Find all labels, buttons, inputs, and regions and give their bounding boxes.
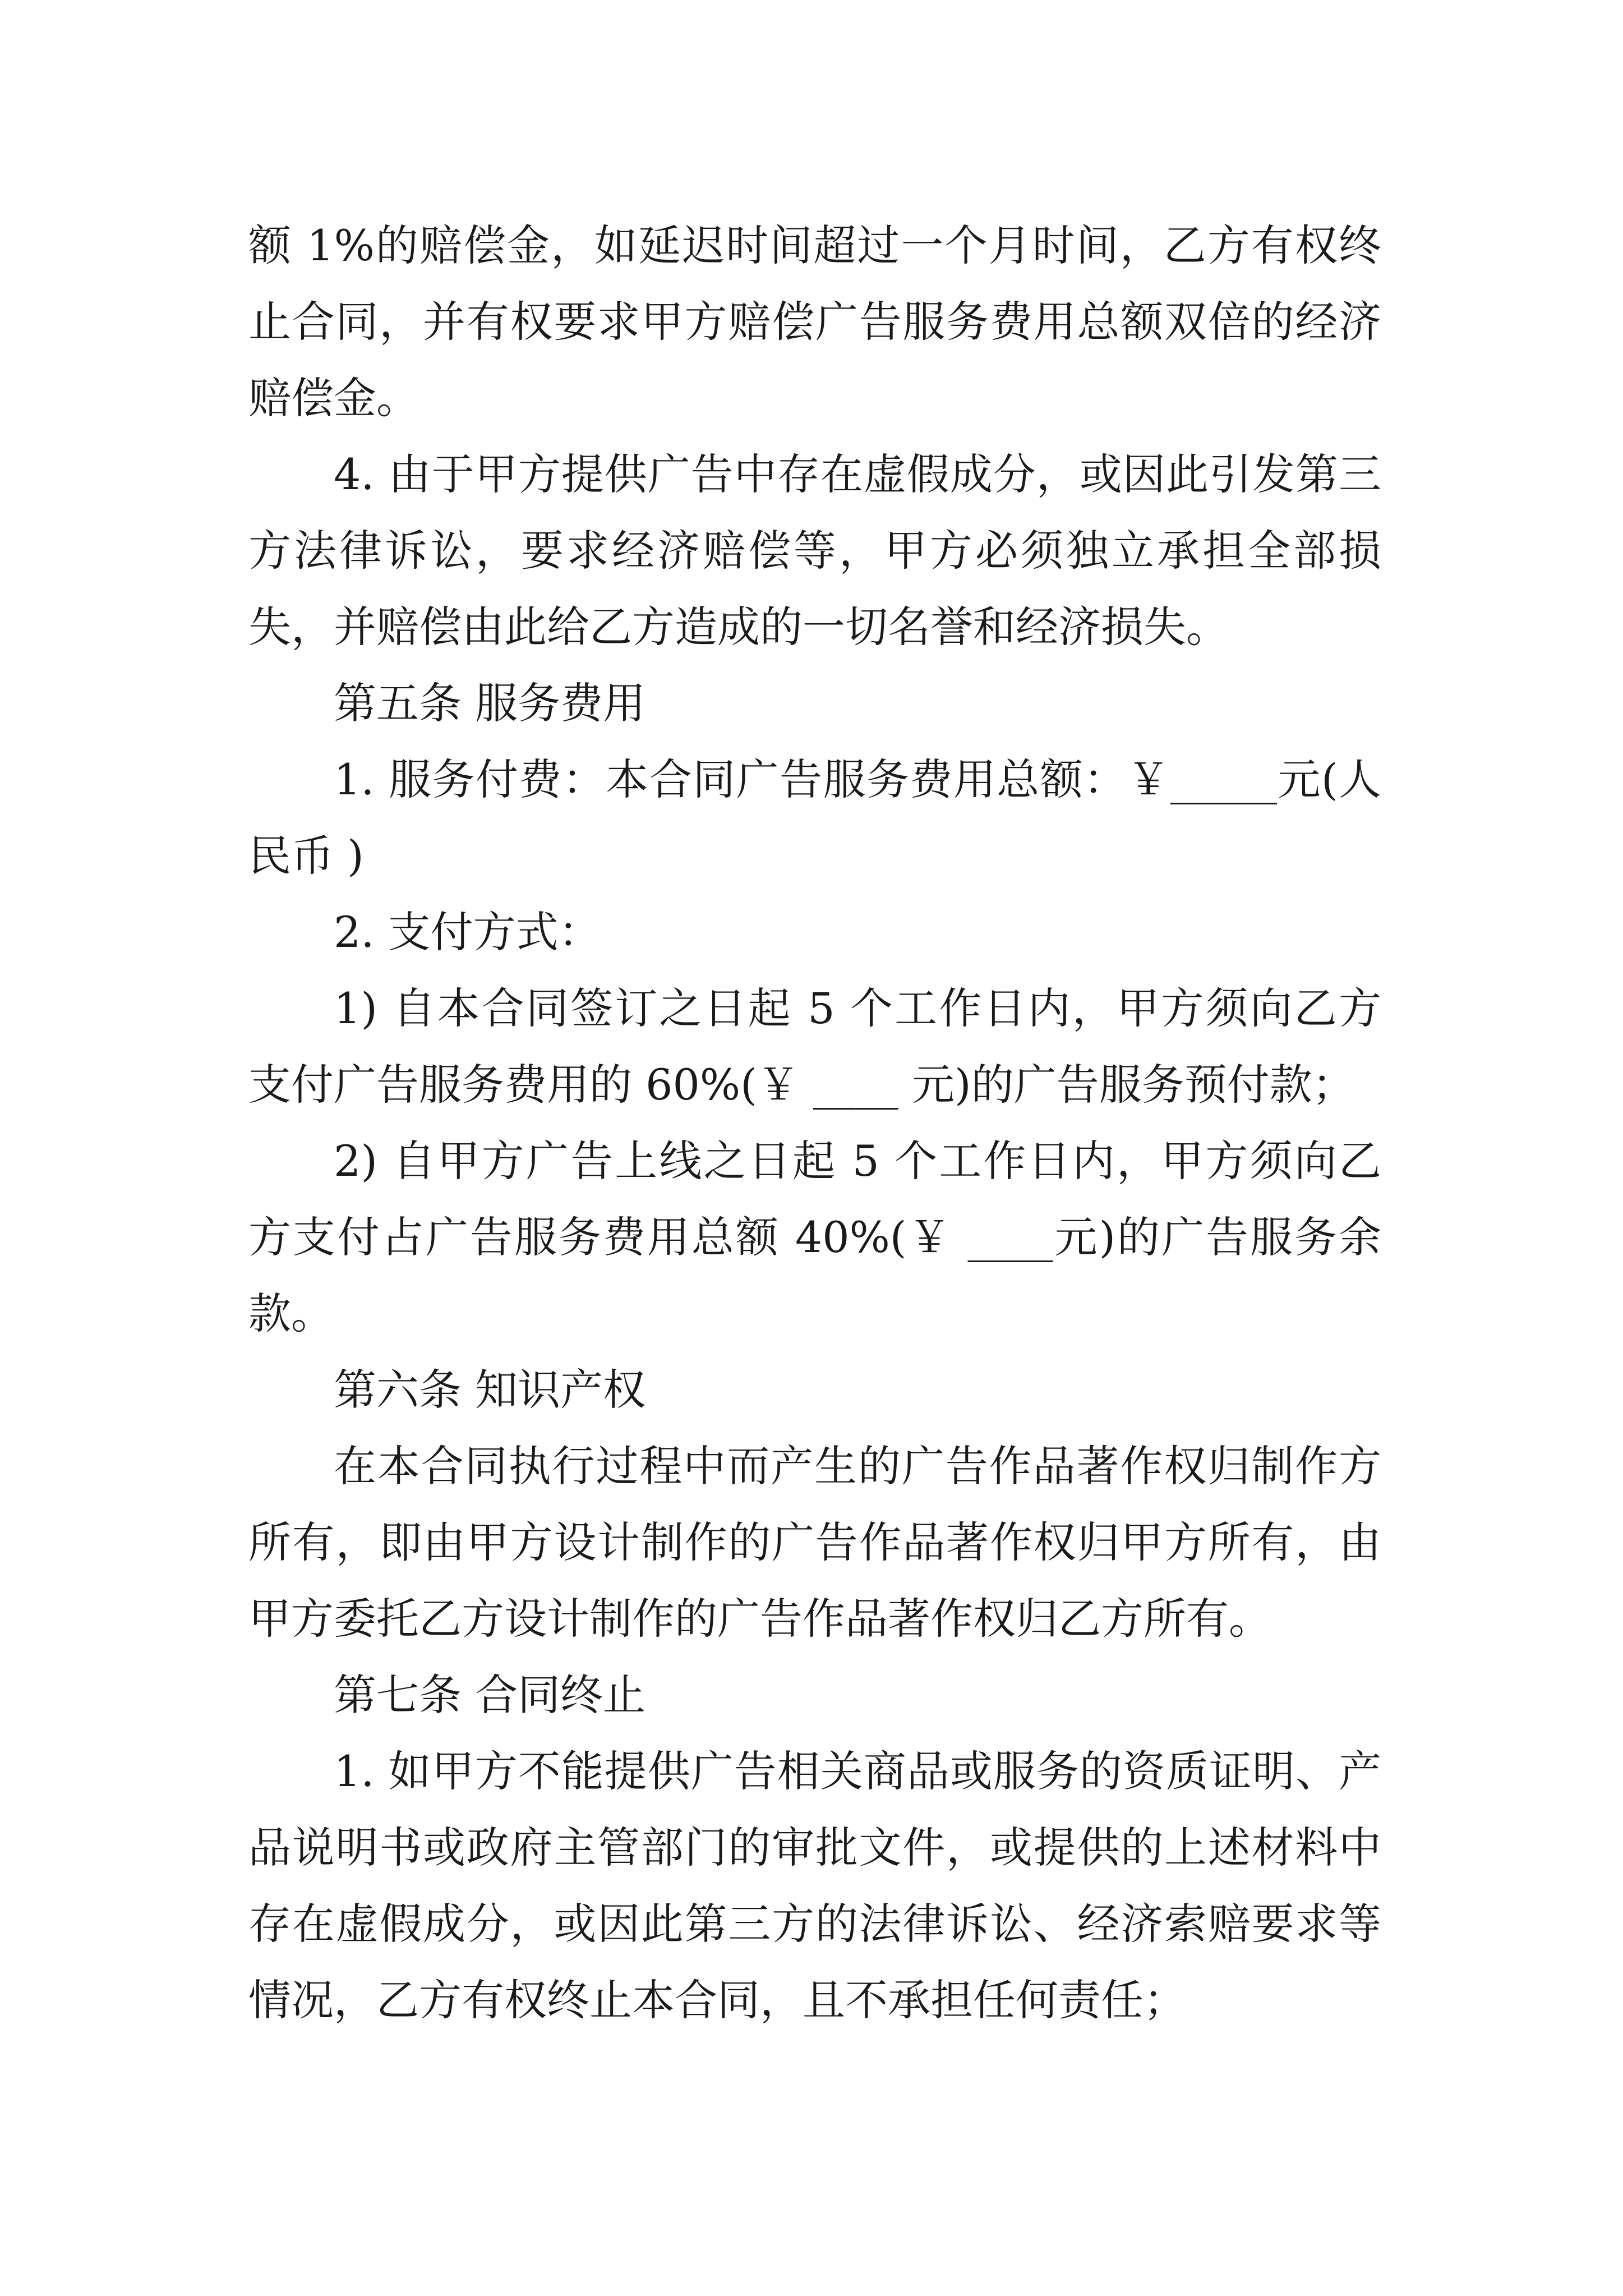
paragraph-advance-payment: 1) 自本合同签订之日起 5 个工作日内，甲方须向乙方支付广告服务费用的 60%(￥ ____ 元)的广告服务预付款； bbox=[248, 983, 1381, 1110]
paragraph-item-4-false-content: 4. 由于甲方提供广告中存在虚假成分，或因此引发第三方法律诉讼，要求经济赔偿等，甲方必须独立承担全部损失，并赔偿由此给乙方造成的一切名誉和经济损失。 bbox=[248, 449, 1381, 652]
document-body bbox=[248, 208, 1381, 2039]
section-heading-article-7: 第七条 合同终止 bbox=[334, 1670, 646, 1720]
paragraph-compensation-continued: 额 1%的赔偿金，如延迟时间超过一个月时间，乙方有权终止合同，并有权要求甲方赔偿广告服务费用总额双倍的经济赔偿金。 bbox=[248, 220, 1381, 423]
paragraph-termination-item-1: 1. 如甲方不能提供广告相关商品或服务的资质证明、产品说明书或政府主管部门的审批文件，或提供的上述材料中存在虚假成分，或因此第三方的法律诉讼、经济索赔要求等情况，乙方有权终止本合同，且不承担任何责任； bbox=[248, 1746, 1381, 2025]
section-heading-article-5: 第五条 服务费用 bbox=[334, 678, 646, 728]
paragraph-balance-payment: 2) 自甲方广告上线之日起 5 个工作日内，甲方须向乙方支付占广告服务费用总额 40%(￥ ____元)的广告服务余款。 bbox=[248, 1136, 1381, 1338]
paragraph-service-fee-total: 1. 服务付费：本合同广告服务费用总额：￥_____元(人民币 ) bbox=[248, 754, 1381, 881]
paragraph-payment-method: 2. 支付方式： bbox=[334, 907, 601, 957]
paragraph-intellectual-property: 在本合同执行过程中而产生的广告作品著作权归制作方所有，即由甲方设计制作的广告作品著作权归甲方所有，由甲方委托乙方设计制作的广告作品著作权归乙方所有。 bbox=[248, 1441, 1381, 1644]
section-heading-article-6: 第六条 知识产权 bbox=[334, 1365, 646, 1415]
